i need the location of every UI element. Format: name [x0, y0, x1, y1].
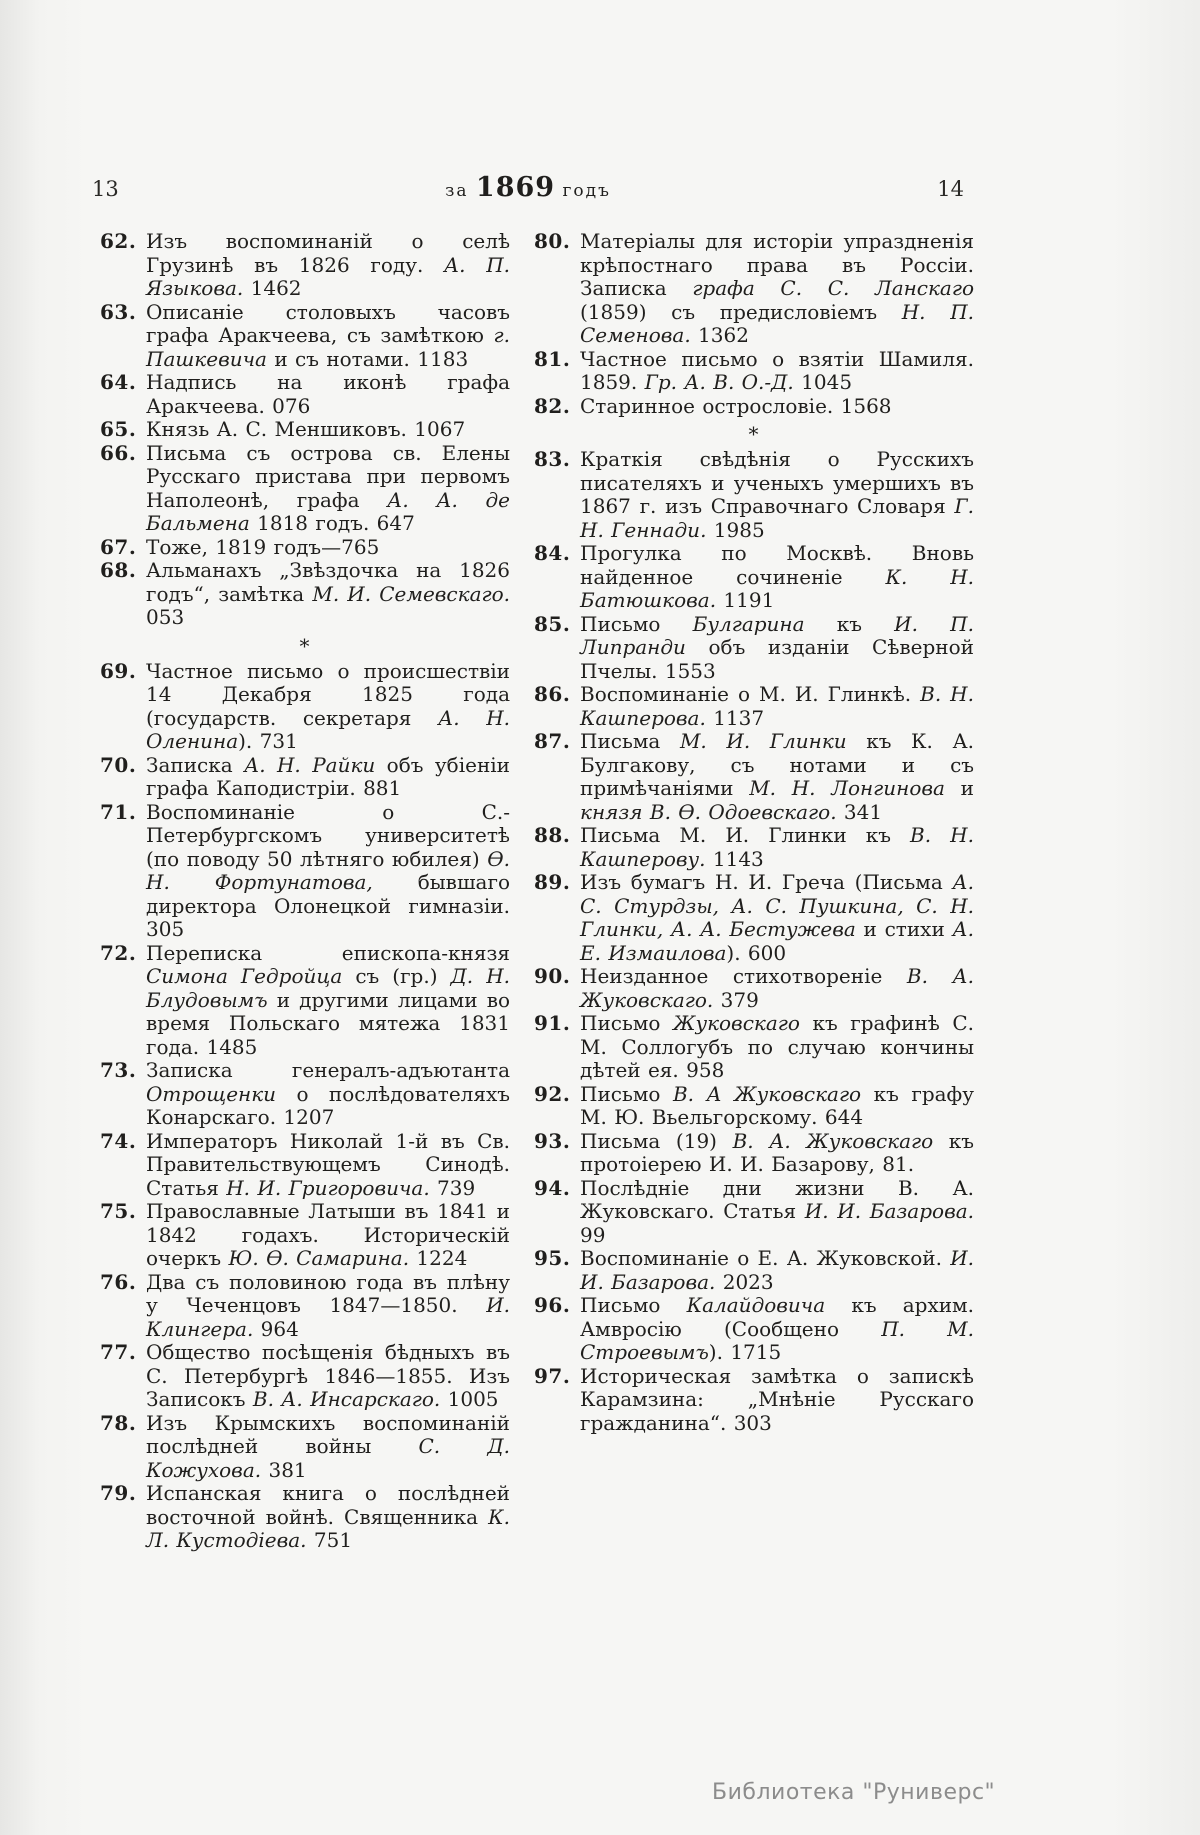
entry-author: С. Д. Кожухова. [146, 1434, 510, 1482]
entry-number: 92. [534, 1081, 571, 1106]
entry-number: 85. [534, 611, 571, 636]
entry-number: 75. [100, 1199, 137, 1223]
index-entry [534, 613, 974, 684]
entry-text: Воспоминаніе о Е. А. Жуковской. [580, 1246, 951, 1270]
entry-text: Записка [146, 752, 245, 777]
entry-text: бывшаго директора Олонецкой гимназіи. 305 [146, 870, 510, 941]
entry-number: 67. [100, 534, 137, 559]
entry-author: графа С. С. Ланскаго [692, 276, 975, 300]
index-entry [100, 942, 510, 1060]
section-separator: * [748, 422, 760, 446]
entry-author: П. М. Строевымъ [580, 1316, 974, 1364]
index-entry [100, 1341, 510, 1412]
entry-text: Частное письмо о происшествіи 14 Декабря 1825 года (государств. секретаря [146, 658, 510, 730]
entry-number: 62. [100, 229, 137, 253]
entry-text: 1191 [716, 588, 775, 612]
entry-text: 1137 [705, 705, 765, 730]
entry-text: Старинное острословіе. 1568 [580, 393, 892, 418]
entry-text: Переписка епископа-князя [146, 940, 510, 965]
entry-text: 1462 [243, 276, 302, 300]
entry-text: 1362 [690, 323, 749, 347]
index-entry [100, 442, 510, 536]
entry-number: 89. [534, 870, 571, 894]
entry-text: Письма [580, 729, 680, 753]
entry-author: Калайдовича [686, 1293, 826, 1317]
entry-text: Записка генералъ-адъютанта [146, 1058, 510, 1082]
entry-text: Князь А. С. Меншиковъ. 1067 [146, 417, 466, 441]
entry-number: 70. [100, 752, 137, 777]
entry-text: ). 731 [238, 729, 298, 753]
entry-text: Альманахъ „Звѣздочка на 1826 годъ“, замѣтка [146, 558, 510, 606]
entry-text: Прогулка по Москвѣ. Вновь найденное сочиненіе [580, 541, 974, 589]
index-entry [534, 395, 974, 419]
entry-text: 739 [429, 1175, 476, 1200]
entry-text: о послѣдователяхъ Конарскаго. 1207 [146, 1081, 510, 1129]
entry-text: Изъ воспоминаній о селѣ Грузинѣ въ 1826 году. [146, 229, 510, 277]
index-entry [100, 754, 510, 801]
entry-author: А. Н. Оленина [146, 705, 510, 753]
entry-text: къ протоіерею И. И. Базарову, 81. [580, 1128, 974, 1176]
entry-text: къ К. А. Булгакову, съ нотами и съ примѣчаніями [580, 729, 974, 800]
entry-author: К. Л. Кустодіева. [146, 1504, 510, 1552]
entry-text: Неизданное стихотвореніе [580, 964, 907, 988]
index-entry [534, 824, 974, 871]
index-entry [100, 1412, 510, 1483]
index-entry [100, 418, 510, 442]
entry-number: 71. [100, 799, 137, 824]
entry-number: 82. [534, 393, 571, 418]
entry-number: 64. [100, 370, 137, 394]
entry-text: 2023 [715, 1269, 774, 1294]
entry-text: Воспоминаніе о М. И. Глинкѣ. [580, 682, 921, 706]
entry-text: Православные Латыши въ 1841 и 1842 годахъ. Историческій очеркъ [146, 1199, 510, 1270]
entry-author: Булгарина [692, 611, 805, 636]
index-entry [100, 301, 510, 372]
index-column-left [100, 230, 510, 1553]
entry-number: 84. [534, 541, 571, 565]
entry-text: Письма М. И. Глинки къ [580, 823, 911, 847]
entry-author: И. Клингера. [146, 1293, 510, 1341]
entry-author: В. А. Жуковскаго. [580, 964, 974, 1012]
library-watermark: Библиотека "Руниверс" [712, 1780, 996, 1805]
index-entry [100, 660, 510, 754]
entry-text: Императоръ Николай 1-й въ Св. Правительствующемъ Синодѣ. Статья [146, 1128, 510, 1200]
index-entry [534, 965, 974, 1012]
entry-text: (1859) съ предисловіемъ [580, 299, 902, 324]
entry-number: 94. [534, 1175, 571, 1200]
entry-author: И. И. Базарова. [804, 1199, 974, 1223]
index-entry [100, 536, 510, 560]
entry-text: Описаніе столовыхъ часовъ графа Аракчеева, съ замѣткою [146, 299, 510, 347]
entry-text: 99 [580, 1222, 606, 1247]
entry-author: Симона Гедройца [146, 964, 343, 988]
entry-text: 1045 [793, 370, 853, 394]
page-header-title [445, 172, 611, 203]
entry-text: 1005 [440, 1387, 499, 1411]
entry-author: М. И. Семевскаго. [312, 581, 511, 606]
index-entry [534, 348, 974, 395]
index-entry [100, 1482, 510, 1553]
index-entry [534, 448, 974, 542]
entry-number: 81. [534, 346, 571, 371]
entry-number: 90. [534, 964, 571, 988]
entry-number: 91. [534, 1011, 571, 1035]
entry-text: съ (гр.) [342, 964, 451, 988]
entry-number: 93. [534, 1128, 571, 1153]
entry-text: Общество посѣщенія бѣдныхъ въ С. Петербургѣ 1846—1855. Изъ Записокъ [146, 1340, 510, 1411]
entry-text: и съ нотами. 1183 [266, 346, 469, 371]
header-year: 1869 [475, 172, 556, 203]
entry-author: г. Пашкевича [146, 323, 510, 371]
entry-number: 77. [100, 1340, 137, 1364]
entry-text: Послѣдніе дни жизни В. А. Жуковскаго. Статья [580, 1175, 974, 1223]
entry-author: В. А. Инсарскаго. [252, 1387, 441, 1411]
entry-number: 95. [534, 1246, 571, 1270]
index-entry [100, 559, 510, 630]
entry-author: М. Н. Лонгинова [749, 776, 945, 800]
entry-text: Тоже, 1819 годъ—765 [146, 534, 380, 559]
entry-author: В. А. Жуковскаго [732, 1128, 934, 1153]
entry-text: 1818 годъ. 647 [249, 511, 415, 535]
entry-author: Н. П. Семенова. [580, 299, 974, 347]
entry-author: Ю. Ѳ. Самарина. [228, 1246, 410, 1270]
header-suffix: годъ [562, 181, 611, 201]
index-columns [100, 230, 974, 1553]
entry-text: къ архим. Амвросію (Сообщено [580, 1293, 974, 1341]
entry-text: Испанская книга о послѣдней восточной войнѣ. Священника [146, 1481, 510, 1529]
entry-text: и [944, 776, 974, 800]
entry-text: къ [804, 611, 895, 636]
entry-text: Письмо [580, 1293, 687, 1317]
entry-text: ). 1715 [708, 1340, 782, 1364]
entry-text: 964 [253, 1316, 299, 1341]
index-entry [534, 871, 974, 965]
entry-number: 73. [100, 1058, 137, 1082]
entry-number: 87. [534, 729, 571, 753]
entry-author: А. Е. Измаилова [580, 917, 975, 965]
index-entry [534, 730, 974, 824]
page-number-right: 14 [937, 177, 964, 201]
index-entry [534, 542, 974, 613]
entry-text: Письмо [580, 1081, 673, 1106]
entry-author: В. А Жуковскаго [672, 1081, 862, 1106]
entry-author: И. И. Базарова. [580, 1246, 974, 1294]
entry-text: къ графинѣ С. М. Соллогубъ по случаю кончины дѣтей ея. 958 [580, 1011, 974, 1082]
entry-author: князя В. Ѳ. Одоевскаго. [580, 799, 837, 824]
entry-number: 65. [100, 417, 137, 441]
index-entry [534, 1294, 974, 1365]
entry-text: Письма (19) [580, 1128, 733, 1153]
index-entry [100, 371, 510, 418]
index-entry [534, 1247, 974, 1294]
entry-author: А. П. Языкова. [146, 252, 510, 300]
entry-text: Два съ половиною года въ плѣну у Чеченцовъ 1847—1850. [146, 1269, 510, 1317]
entry-text: 381 [261, 1457, 307, 1482]
index-entry [534, 1130, 974, 1177]
entry-number: 78. [100, 1410, 137, 1435]
entry-text: 1224 [409, 1246, 468, 1270]
entry-text: и стихи [855, 917, 953, 941]
entry-number: 69. [100, 658, 137, 683]
index-entry [534, 1083, 974, 1130]
entry-author: Отрощенки [146, 1081, 277, 1106]
entry-text: Историческая замѣтка о запискѣ Карамзина: „Мнѣніе Русскаго гражданина“. 303 [580, 1363, 974, 1435]
entry-author: К. Н. Батюшкова. [580, 564, 974, 612]
entry-author: Д. Н. Блудовымъ [146, 964, 510, 1012]
index-entry [534, 683, 974, 730]
entry-author: А. А. де Бальмена [146, 487, 510, 535]
entry-text: Письма съ острова св. Елены Русскаго пристава при первомъ Наполеонѣ, графа [146, 440, 510, 512]
entry-number: 74. [100, 1128, 137, 1153]
entry-author: В. Н. Кашперову. [580, 823, 974, 871]
entry-number: 88. [534, 823, 571, 847]
entry-author: Гр. А. В. О.-Д. [644, 370, 794, 394]
entry-text: объ убіеніи графа Каподистріи. 881 [146, 752, 510, 800]
entry-text: 1143 [705, 846, 764, 871]
entry-author: Н. И. Григоровича. [226, 1175, 430, 1200]
entry-number: 80. [534, 229, 571, 253]
entry-number: 66. [100, 440, 137, 465]
index-entry [100, 1200, 510, 1271]
entry-text: Частное письмо о взятіи Шамиля. 1859. [580, 346, 974, 394]
index-column-right [534, 230, 974, 1553]
entry-text: Изъ Крымскихъ воспоминаній послѣдней войны [146, 1410, 510, 1458]
index-entry [534, 230, 974, 348]
entry-text: Изъ бумагъ Н. И. Греча (Письма [580, 870, 953, 894]
section-separator: * [299, 633, 311, 658]
entry-text: Краткія свѣдѣнія о Русскихъ писателяхъ и ученыхъ умершихъ въ 1867 г. изъ Справочнаго Словаря [580, 447, 974, 518]
entry-text: Надпись на иконѣ графа Аракчеева. 076 [146, 370, 510, 418]
entry-text: ). 600 [726, 940, 787, 965]
entry-text: 053 [146, 605, 185, 629]
entry-author: Жуковскаго [673, 1011, 800, 1035]
entry-author: И. П. Липранди [580, 611, 974, 659]
entry-number: 97. [534, 1363, 571, 1388]
entry-number: 83. [534, 447, 571, 471]
page-header [92, 172, 964, 203]
entry-text: Письмо [580, 1011, 673, 1035]
entry-text: Матеріалы для исторіи упраздненія крѣпостнаго права въ Россіи. Записка [580, 229, 974, 300]
index-entry [100, 801, 510, 942]
entry-number: 76. [100, 1269, 137, 1294]
entry-text: 751 [306, 1528, 353, 1552]
entry-text: 341 [836, 799, 883, 824]
entry-author: А. Н. Райки [244, 752, 376, 777]
entry-author: В. Н. Кашперова. [580, 682, 974, 730]
entry-text: къ графу М. Ю. Вьельгорскому. 644 [580, 1081, 974, 1129]
entry-text: Воспоминаніе о С.-Петербургскомъ университетѣ (по поводу 50 лѣтняго юбилея) [146, 799, 510, 871]
entry-text: 1985 [706, 517, 765, 542]
entry-number: 63. [100, 299, 137, 324]
index-entry [534, 1012, 974, 1083]
entry-number: 86. [534, 682, 571, 706]
index-entry [534, 1177, 974, 1248]
entry-text: Письмо [580, 611, 693, 636]
entry-author: М. И. Глинки [679, 729, 847, 753]
entry-number: 79. [100, 1481, 137, 1505]
entry-text: и другими лицами во время Польскаго мятежа 1831 года. 1485 [146, 987, 510, 1059]
page-number-left: 13 [92, 177, 119, 201]
index-entry [100, 230, 510, 301]
entry-number: 96. [534, 1293, 571, 1317]
entry-text: объ изданіи Сѣверной Пчелы. 1553 [580, 635, 974, 683]
index-entry [100, 1059, 510, 1130]
entry-number: 68. [100, 558, 137, 582]
entry-author: Г. Н. Геннади. [580, 494, 974, 542]
header-prefix: за [445, 181, 469, 201]
entry-number: 72. [100, 940, 137, 965]
entry-text: 379 [713, 987, 759, 1012]
index-entry [100, 1130, 510, 1201]
index-entry [100, 1271, 510, 1342]
entry-author: Ѳ. Н. Фортунатова, [146, 846, 510, 894]
index-entry [534, 1365, 974, 1436]
entry-author: А. С. Стурдзы, А. С. Пушкина, С. Н. Глинки, А. А. Бестужева [580, 870, 974, 941]
